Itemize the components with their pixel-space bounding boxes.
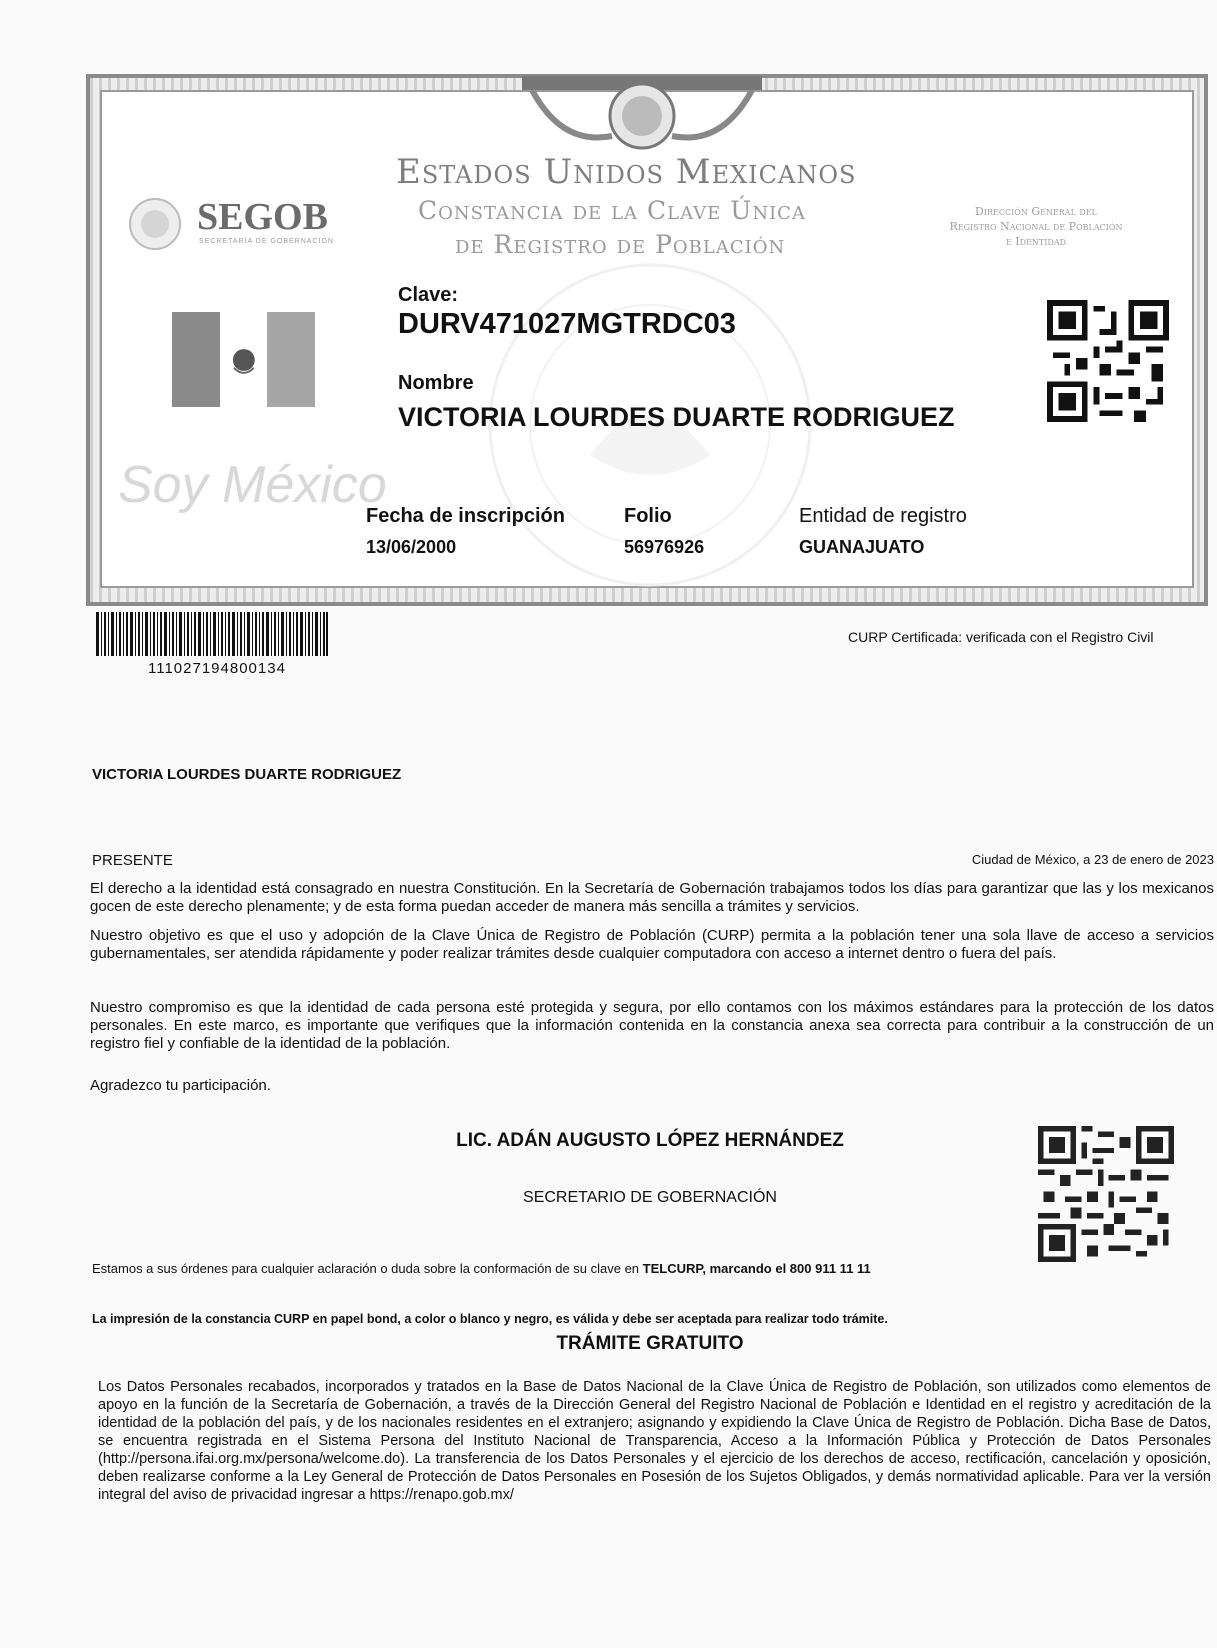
nombre-value: VICTORIA LOURDES DUARTE RODRIGUEZ (398, 402, 955, 432)
entidad-value: GUANAJUATO (799, 537, 925, 557)
letter-recipient: VICTORIA LOURDES DUARTE RODRIGUEZ (92, 766, 402, 783)
letter-paragraph-1: El derecho a la identidad está consagrado en nuestra Constitución. En la Secretaría de Gobernación trabajamos todos los días para garantizar que las y los mexicanos gocen de este derecho plenamente; y de esta forma puedan acceder de manera más sencilla a trámites y servicios. (90, 880, 1214, 915)
letter-paragraph-3: Nuestro compromiso es que la identidad de cada persona esté protegida y segura, por ello contamos con los máximos estándares para la protección de los datos personales. En este marco, es importante que verifiques que la información contenida en la constancia anexa sea correcta para contribuir a la construcción de un registro fiel y confiable de la identidad de la población. (90, 999, 1214, 1052)
folio-label: Folio (624, 505, 672, 527)
segob-seal-icon (128, 197, 182, 251)
nombre-label: Nombre (398, 372, 474, 394)
barcode-number: 111027194800134 (148, 660, 286, 677)
barcode-icon (96, 612, 328, 656)
dg-line2: Registro Nacional de Población (949, 220, 1123, 233)
direccion-general (916, 204, 1156, 249)
entidad-label: Entidad de registro (799, 505, 967, 527)
privacy-notice: Los Datos Personales recabados, incorporados y tratados en la Base de Datos Nacional de la Clave Única de Registro de Población, son utilizados como elementos de apoyo en la función de la Secretaría de Gobernación, a través de la Dirección General del Registro Nacional de Población e Identidad en el registro y acreditación de la identidad de la población del país, y de los nacionales residentes en el extranjero; asignando y expidiendo la Clave Única de Registro de Población. Dicha Base de Datos, se encuentra registrada en el Sistema Persona del Instituto Nacional de Transparencia, Acceso a la Información Pública y Protección de Datos Personales (http://persona.ifai.org.mx/persona/welcome.do). La transferencia de los Datos Personales y el ejercicio de los derechos de acceso, rectificación, cancelación y oposición, deben realizarse conforme a la Ley General de Protección de Datos Personales en Posesión de los Sujetos Obligados, y demás normatividad aplicable. Para ver la versión integral del aviso de privacidad ingresar a https://renapo.gob.mx/ (98, 1379, 1211, 1503)
letter-date: Ciudad de México, a 23 de enero de 2023 (971, 852, 1214, 867)
heading-constancia-line1: Constancia de la Clave Única (418, 196, 806, 225)
clave-value: DURV471027MGTRDC03 (398, 308, 736, 340)
heading-constancia-line2: de Registro de Población (455, 230, 786, 259)
letter-paragraph-2: Nuestro objetivo es que el uso y adopción de la Clave Única de Registro de Población (CURP) permita a la población tener una sola llave de acceso a servicios gubernamentales, ser atendida rápidamente y poder realizar trámites desde cualquier computadora con acceso a internet dentro o fuera del país. (90, 927, 1214, 962)
telcurp-phone: TELCURP, marcando el 800 911 11 11 (642, 1261, 871, 1276)
segob-subtitle: SECRETARÍA DE GOBERNACIÓN (199, 238, 334, 245)
contact-text: Estamos a sus órdenes para cualquier aclaración o duda sobre la conformación de su clave en (92, 1261, 643, 1276)
fecha-inscripcion-value: 13/06/2000 (366, 537, 457, 557)
signatory-name: LIC. ADÁN AUGUSTO LÓPEZ HERNÁNDEZ (456, 1130, 844, 1151)
signatory-title: SECRETARIO DE GOBERNACIÓN (523, 1189, 777, 1206)
segob-logo: SEGOB (197, 196, 328, 238)
dg-line3: e Identidad (1005, 235, 1067, 248)
fecha-inscripcion-label: Fecha de inscripción (366, 505, 565, 527)
qr-code-icon (1047, 300, 1169, 422)
qr-code-icon (1038, 1126, 1174, 1262)
soy-mexico-watermark: Soy México (118, 456, 387, 514)
heading-estados-unidos: Estados Unidos Mexicanos (396, 152, 857, 192)
contact-line (92, 1261, 871, 1276)
letter-presente: PRESENTE (92, 852, 173, 869)
folio-value: 56976926 (624, 537, 705, 557)
validity-notice: La impresión de la constancia CURP en papel bond, a color o blanco y negro, es válida y debe ser aceptada para realizar todo trámite. (92, 1312, 888, 1326)
dg-line1: Dirección General del (975, 205, 1097, 218)
tramite-gratuito: TRÁMITE GRATUITO (556, 1333, 744, 1354)
curp-certificada: CURP Certificada: verificada con el Registro Civil (848, 629, 1154, 645)
letter-paragraph-4: Agradezco tu participación. (90, 1077, 271, 1094)
national-emblem-ornament-icon (522, 76, 762, 156)
mexican-flag-icon (172, 312, 315, 407)
clave-label: Clave: (398, 284, 459, 306)
